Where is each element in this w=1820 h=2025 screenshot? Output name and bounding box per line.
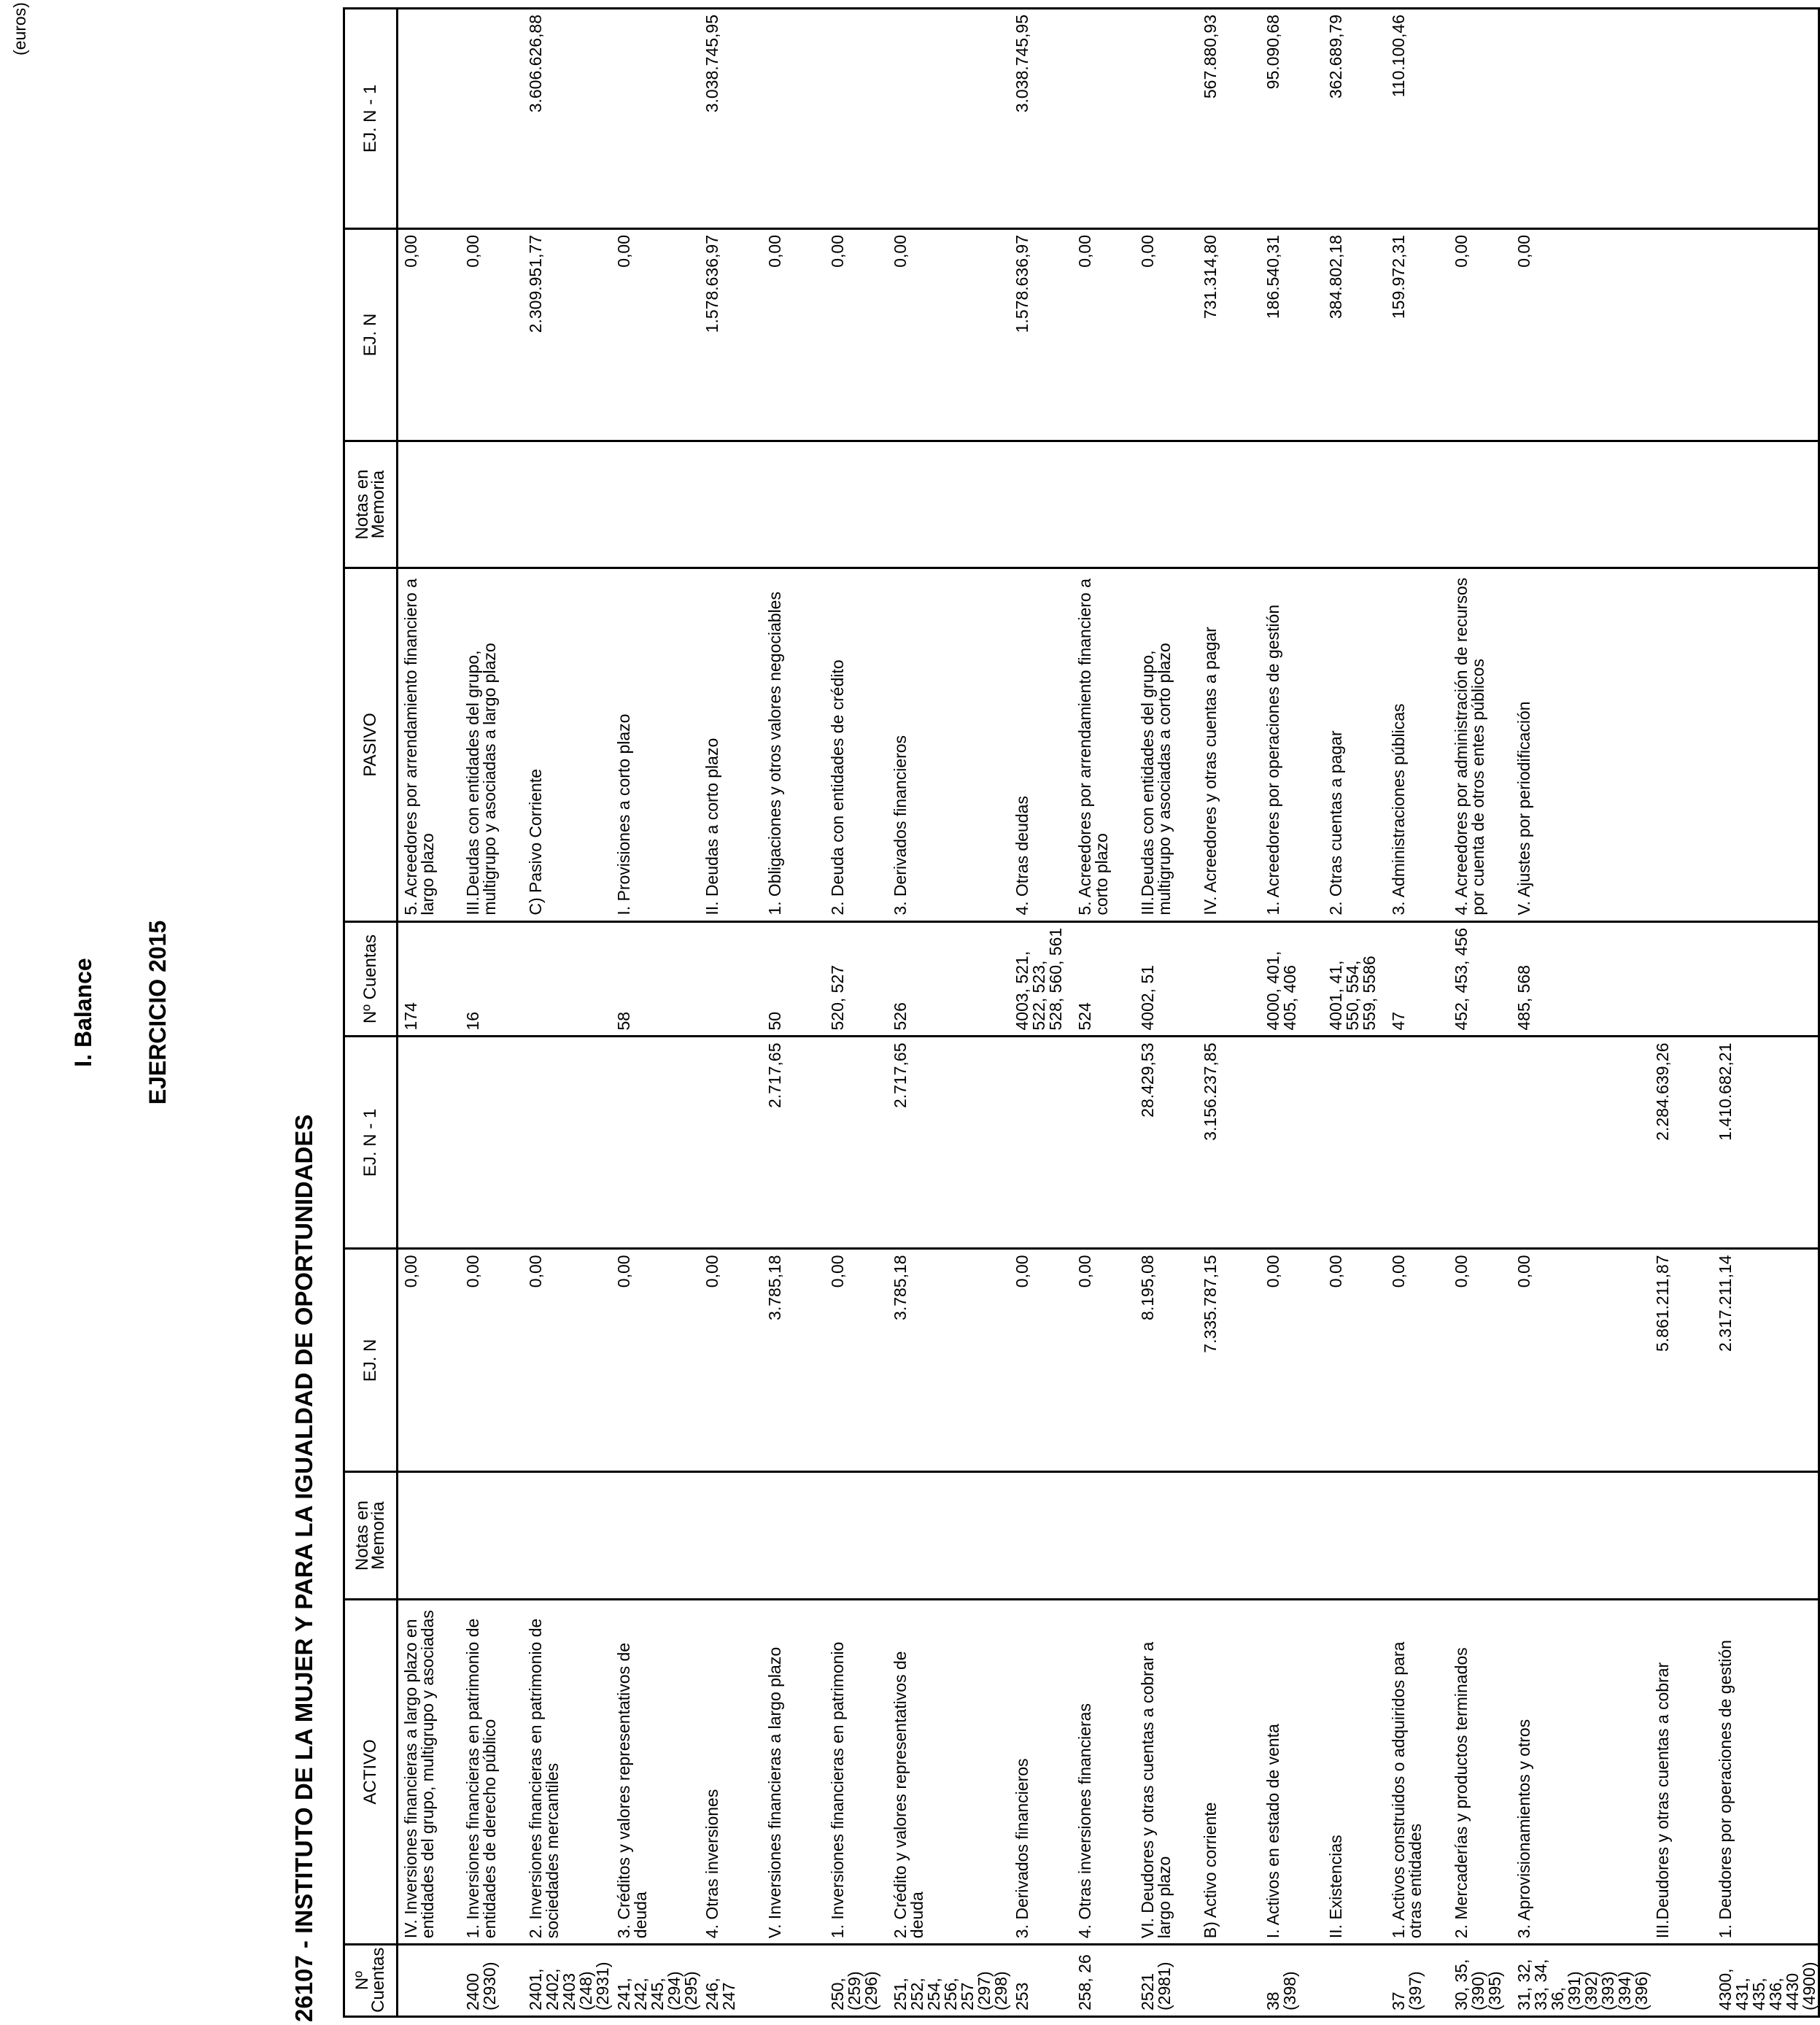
activo-concept-cell: 1. Inversiones financieras en patrimonio de entidades de derecho público	[460, 1599, 523, 1944]
pasivo-ej-n-cell: 159.972,31	[1386, 229, 1449, 441]
activo-cuentas-cell: 4300, 431, 435, 436, 4430 (4900)	[1713, 1945, 1819, 2017]
pasivo-ej-n1-cell: 3.606.626,88	[523, 9, 611, 229]
activo-cuentas-cell: 258, 26	[1072, 1945, 1135, 2017]
pasivo-notas-cell	[1135, 441, 1198, 568]
activo-concept-cell: VI. Deudores y otras cuentas a cobrar a largo plazo	[1135, 1599, 1198, 1944]
pasivo-ej-n-cell: 0,00	[1072, 229, 1135, 441]
pasivo-notas-cell	[523, 441, 611, 568]
pasivo-ej-n-cell: 0,00	[611, 229, 700, 441]
activo-concept-cell: 3. Aprovisionamientos y otros	[1511, 1599, 1650, 1944]
pasivo-cuentas-cell: 50	[762, 921, 825, 1037]
pasivo-cuentas-cell: 485, 568	[1511, 921, 1650, 1037]
activo-concept-cell: IV. Inversiones financieras a largo plazo en entidades del grupo, multigrupo y asociadas	[398, 1599, 460, 1944]
activo-concept-cell: 4. Otras inversiones	[700, 1599, 762, 1944]
pasivo-notas-cell	[762, 441, 825, 568]
pasivo-concept-cell	[1650, 568, 1713, 921]
table-row	[1449, 9, 1511, 2017]
activo-notas-cell	[1650, 1472, 1713, 1599]
activo-cuentas-cell: 246, 247	[700, 1945, 762, 2017]
activo-concept-cell: 1. Activos construidos o adquiridos para otras entidades	[1386, 1599, 1449, 1944]
activo-notas-cell	[1386, 1472, 1449, 1599]
pasivo-notas-cell	[1261, 441, 1323, 568]
activo-concept-cell: B) Activo corriente	[1198, 1599, 1261, 1944]
activo-notas-cell	[1713, 1472, 1819, 1599]
activo-notas-cell	[611, 1472, 700, 1599]
table-row	[523, 9, 611, 2017]
pasivo-concept-cell: III.Deudas con entidades del grupo, multigrupo y asociadas a largo plazo	[460, 568, 523, 921]
pasivo-concept-cell: IV. Acreedores y otras cuentas a pagar	[1198, 568, 1261, 921]
activo-notas-cell	[1135, 1472, 1198, 1599]
pasivo-cuentas-cell: 4000, 401, 405, 406	[1261, 921, 1323, 1037]
activo-concept-cell: 2. Crédito y valores representativos de deuda	[888, 1599, 1010, 1944]
activo-concept-cell: V. Inversiones financieras a largo plazo	[762, 1599, 825, 1944]
activo-notas-cell	[700, 1472, 762, 1599]
table-row	[1650, 9, 1713, 2017]
table-row	[1010, 9, 1072, 2017]
entity-title: 26107 - INSTITUTO DE LA MUJER Y PARA LA IGUALDAD DE OPORTUNIDADES	[290, 1114, 317, 2022]
pasivo-ej-n-cell: 0,00	[460, 229, 523, 441]
activo-notas-cell	[1010, 1472, 1072, 1599]
pasivo-ej-n1-cell	[611, 9, 700, 229]
activo-ej-n1-cell: 1.410.682,21	[1713, 1037, 1819, 1249]
pasivo-cuentas-cell: 4001, 41, 550, 554, 559, 5586	[1323, 921, 1386, 1037]
pasivo-ej-n-cell: 384.802,18	[1323, 229, 1386, 441]
header-pasivo-notas: Notas en Memoria	[344, 441, 398, 568]
pasivo-notas-cell	[1650, 441, 1713, 568]
activo-concept-cell: 2. Inversiones financieras en patrimonio de sociedades mercantiles	[523, 1599, 611, 1944]
pasivo-ej-n1-cell	[1511, 9, 1650, 229]
activo-ej-n1-cell	[1511, 1037, 1650, 1249]
pasivo-ej-n1-cell: 95.090,68	[1261, 9, 1323, 229]
pasivo-concept-cell: 4. Acreedores por administración de recursos por cuenta de otros entes públicos	[1449, 568, 1511, 921]
pasivo-ej-n-cell: 1.578.636,97	[700, 229, 762, 441]
activo-ej-n1-cell	[398, 1037, 460, 1249]
pasivo-concept-cell: 1. Acreedores por operaciones de gestión	[1261, 568, 1323, 921]
activo-ej-n-cell: 3.785,18	[762, 1249, 825, 1472]
activo-ej-n1-cell: 2.717,65	[762, 1037, 825, 1249]
activo-cuentas-cell: 251, 252, 254, 256, 257 (297) (298)	[888, 1945, 1010, 2017]
report-title: I. Balance	[70, 958, 96, 1067]
pasivo-cuentas-cell: 4003, 521, 522, 523, 528, 560, 561	[1010, 921, 1072, 1037]
pasivo-concept-cell: 3. Derivados financieros	[888, 568, 1010, 921]
activo-notas-cell	[825, 1472, 888, 1599]
pasivo-cuentas-cell: 452, 453, 456	[1449, 921, 1511, 1037]
table-row	[611, 9, 700, 2017]
activo-ej-n-cell: 0,00	[1323, 1249, 1386, 1472]
pasivo-ej-n1-cell	[1713, 9, 1819, 229]
activo-cuentas-cell: 31, 32, 33, 34, 36, (391) (392) (393) (394) (396)	[1511, 1945, 1650, 2017]
activo-ej-n-cell: 0,00	[700, 1249, 762, 1472]
table-row	[825, 9, 888, 2017]
activo-cuentas-cell: 2400 (2930)	[460, 1945, 523, 2017]
activo-ej-n-cell: 0,00	[1449, 1249, 1511, 1472]
pasivo-notas-cell	[1713, 441, 1819, 568]
table-row	[1713, 9, 1819, 2017]
table-row	[1511, 9, 1650, 2017]
pasivo-notas-cell	[1386, 441, 1449, 568]
pasivo-cuentas-cell: 174	[398, 921, 460, 1037]
activo-notas-cell	[1198, 1472, 1261, 1599]
pasivo-notas-cell	[825, 441, 888, 568]
pasivo-concept-cell: V. Ajustes por periodificación	[1511, 568, 1650, 921]
header-activo: ACTIVO	[344, 1599, 398, 1944]
activo-ej-n-cell: 2.317.211,14	[1713, 1249, 1819, 1472]
activo-concept-cell: III.Deudores y otras cuentas a cobrar	[1650, 1599, 1713, 1944]
pasivo-ej-n1-cell: 3.038.745,95	[1010, 9, 1072, 229]
activo-concept-cell: 3. Derivados financieros	[1010, 1599, 1072, 1944]
pasivo-notas-cell	[888, 441, 1010, 568]
pasivo-cuentas-cell: 58	[611, 921, 700, 1037]
pasivo-concept-cell: C) Pasivo Corriente	[523, 568, 611, 921]
activo-notas-cell	[398, 1472, 460, 1599]
table-row	[398, 9, 460, 2017]
header-pasivo: PASIVO	[344, 568, 398, 921]
activo-notas-cell	[460, 1472, 523, 1599]
pasivo-ej-n-cell: 0,00	[1511, 229, 1650, 441]
activo-cuentas-cell	[1650, 1945, 1713, 2017]
activo-concept-cell: I. Activos en estado de venta	[1261, 1599, 1323, 1944]
activo-ej-n1-cell	[1323, 1037, 1386, 1249]
activo-cuentas-cell: 2521 (2981)	[1135, 1945, 1198, 2017]
activo-ej-n-cell: 0,00	[1386, 1249, 1449, 1472]
activo-concept-cell: II. Existencias	[1323, 1599, 1386, 1944]
pasivo-notas-cell	[1449, 441, 1511, 568]
activo-notas-cell	[888, 1472, 1010, 1599]
activo-ej-n-cell: 7.335.787,15	[1198, 1249, 1261, 1472]
pasivo-cuentas-cell: 16	[460, 921, 523, 1037]
pasivo-ej-n1-cell	[398, 9, 460, 229]
activo-ej-n1-cell	[1449, 1037, 1511, 1249]
pasivo-concept-cell: 1. Obligaciones y otros valores negociables	[762, 568, 825, 921]
header-activo-notas: Notas en Memoria	[344, 1472, 398, 1599]
pasivo-ej-n-cell	[1650, 229, 1713, 441]
pasivo-ej-n1-cell	[888, 9, 1010, 229]
pasivo-notas-cell	[1198, 441, 1261, 568]
pasivo-ej-n-cell: 1.578.636,97	[1010, 229, 1072, 441]
pasivo-cuentas-cell	[1198, 921, 1261, 1037]
activo-ej-n1-cell	[700, 1037, 762, 1249]
activo-cuentas-cell	[1198, 1945, 1261, 2017]
activo-ej-n1-cell	[460, 1037, 523, 1249]
pasivo-ej-n-cell: 2.309.951,77	[523, 229, 611, 441]
activo-ej-n-cell: 0,00	[1072, 1249, 1135, 1472]
activo-cuentas-cell: 253	[1010, 1945, 1072, 2017]
pasivo-ej-n-cell: 731.314,80	[1198, 229, 1261, 441]
activo-ej-n1-cell: 2.284.639,26	[1650, 1037, 1713, 1249]
activo-cuentas-cell: 30, 35, (390) (395)	[1449, 1945, 1511, 2017]
activo-ej-n-cell: 0,00	[1511, 1249, 1650, 1472]
pasivo-ej-n-cell: 0,00	[762, 229, 825, 441]
pasivo-cuentas-cell: 526	[888, 921, 1010, 1037]
pasivo-concept-cell: III.Deudas con entidades del grupo, multigrupo y asociadas a corto plazo	[1135, 568, 1198, 921]
pasivo-notas-cell	[700, 441, 762, 568]
pasivo-notas-cell	[1323, 441, 1386, 568]
header-activo-cuentas: Nº Cuentas	[344, 1945, 398, 2017]
pasivo-ej-n1-cell	[1072, 9, 1135, 229]
table-row	[460, 9, 523, 2017]
pasivo-concept-cell: II. Deudas a corto plazo	[700, 568, 762, 921]
activo-ej-n1-cell	[1072, 1037, 1135, 1249]
header-activo-ej-n: EJ. N	[344, 1249, 398, 1472]
header-pasivo-ej-n: EJ. N	[344, 229, 398, 441]
activo-ej-n-cell: 5.861.211,87	[1650, 1249, 1713, 1472]
pasivo-concept-cell: 5. Acreedores por arrendamiento financiero a corto plazo	[1072, 568, 1135, 921]
pasivo-ej-n-cell: 0,00	[888, 229, 1010, 441]
activo-ej-n-cell: 0,00	[825, 1249, 888, 1472]
activo-ej-n1-cell	[825, 1037, 888, 1249]
activo-ej-n-cell: 8.195,08	[1135, 1249, 1198, 1472]
table-row	[1261, 9, 1323, 2017]
pasivo-concept-cell: 2. Otras cuentas a pagar	[1323, 568, 1386, 921]
pasivo-concept-cell: 2. Deuda con entidades de crédito	[825, 568, 888, 921]
pasivo-cuentas-cell	[1713, 921, 1819, 1037]
activo-ej-n-cell: 0,00	[523, 1249, 611, 1472]
pasivo-notas-cell	[398, 441, 460, 568]
activo-ej-n-cell: 0,00	[1010, 1249, 1072, 1472]
pasivo-ej-n1-cell: 110.100,46	[1386, 9, 1449, 229]
activo-cuentas-cell: 38 (398)	[1261, 1945, 1323, 2017]
activo-notas-cell	[1449, 1472, 1511, 1599]
pasivo-ej-n-cell: 186.540,31	[1261, 229, 1323, 441]
activo-cuentas-cell: 2401, 2402, 2403 (248) (2931)	[523, 1945, 611, 2017]
table-row	[1135, 9, 1198, 2017]
activo-ej-n1-cell	[1261, 1037, 1323, 1249]
pasivo-ej-n-cell: 0,00	[1135, 229, 1198, 441]
activo-ej-n-cell: 0,00	[1261, 1249, 1323, 1472]
pasivo-notas-cell	[1010, 441, 1072, 568]
pasivo-ej-n1-cell	[460, 9, 523, 229]
activo-cuentas-cell	[398, 1945, 460, 2017]
activo-notas-cell	[1261, 1472, 1323, 1599]
activo-concept-cell: 1. Inversiones financieras en patrimonio	[825, 1599, 888, 1944]
pasivo-ej-n1-cell: 362.689,79	[1323, 9, 1386, 229]
activo-ej-n-cell: 0,00	[460, 1249, 523, 1472]
activo-concept-cell: 4. Otras inversiones financieras	[1072, 1599, 1135, 1944]
activo-concept-cell: 2. Mercaderías y productos terminados	[1449, 1599, 1511, 1944]
pasivo-concept-cell	[1713, 568, 1819, 921]
pasivo-ej-n1-cell	[825, 9, 888, 229]
pasivo-notas-cell	[611, 441, 700, 568]
pasivo-concept-cell: 4. Otras deudas	[1010, 568, 1072, 921]
header-activo-ej-n1: EJ. N - 1	[344, 1037, 398, 1249]
activo-cuentas-cell	[1323, 1945, 1386, 2017]
activo-notas-cell	[523, 1472, 611, 1599]
table-row	[888, 9, 1010, 2017]
activo-ej-n-cell: 0,00	[398, 1249, 460, 1472]
activo-ej-n1-cell: 2.717,65	[888, 1037, 1010, 1249]
table-row	[1386, 9, 1449, 2017]
pasivo-cuentas-cell: 47	[1386, 921, 1449, 1037]
table-row	[762, 9, 825, 2017]
pasivo-ej-n1-cell	[762, 9, 825, 229]
units-label: (euros)	[10, 2, 29, 55]
activo-ej-n1-cell: 28.429,53	[1135, 1037, 1198, 1249]
pasivo-cuentas-cell: 520, 527	[825, 921, 888, 1037]
pasivo-ej-n-cell: 0,00	[398, 229, 460, 441]
table-row	[1323, 9, 1386, 2017]
pasivo-ej-n1-cell	[1449, 9, 1511, 229]
table-row	[1198, 9, 1261, 2017]
activo-concept-cell: 3. Créditos y valores representativos de deuda	[611, 1599, 700, 1944]
activo-notas-cell	[762, 1472, 825, 1599]
activo-ej-n-cell: 0,00	[611, 1249, 700, 1472]
activo-ej-n1-cell	[1386, 1037, 1449, 1249]
exercise-title: EJERCICIO 2015	[144, 920, 171, 1105]
activo-cuentas-cell	[762, 1945, 825, 2017]
balance-table-body	[398, 9, 1819, 2017]
table-row	[1072, 9, 1135, 2017]
pasivo-ej-n-cell: 0,00	[825, 229, 888, 441]
balance-table	[343, 7, 1820, 2018]
header-pasivo-ej-n1: EJ. N - 1	[344, 9, 398, 229]
pasivo-ej-n1-cell	[1650, 9, 1713, 229]
activo-ej-n1-cell	[1010, 1037, 1072, 1249]
pasivo-ej-n1-cell: 3.038.745,95	[700, 9, 762, 229]
pasivo-notas-cell	[1072, 441, 1135, 568]
pasivo-ej-n-cell: 0,00	[1449, 229, 1511, 441]
activo-ej-n1-cell: 3.156.237,85	[1198, 1037, 1261, 1249]
pasivo-concept-cell: 3. Administraciones públicas	[1386, 568, 1449, 921]
table-row	[700, 9, 762, 2017]
activo-notas-cell	[1511, 1472, 1650, 1599]
pasivo-cuentas-cell	[1650, 921, 1713, 1037]
pasivo-notas-cell	[1511, 441, 1650, 568]
pasivo-cuentas-cell: 524	[1072, 921, 1135, 1037]
activo-notas-cell	[1323, 1472, 1386, 1599]
pasivo-concept-cell: 5. Acreedores por arrendamiento financiero a largo plazo	[398, 568, 460, 921]
activo-ej-n-cell: 3.785,18	[888, 1249, 1010, 1472]
pasivo-ej-n1-cell	[1135, 9, 1198, 229]
pasivo-concept-cell: I. Provisiones a corto plazo	[611, 568, 700, 921]
pasivo-cuentas-cell	[700, 921, 762, 1037]
pasivo-ej-n-cell	[1713, 229, 1819, 441]
activo-ej-n1-cell	[523, 1037, 611, 1249]
pasivo-notas-cell	[460, 441, 523, 568]
activo-concept-cell: 1. Deudores por operaciones de gestión	[1713, 1599, 1819, 1944]
pasivo-ej-n1-cell: 567.880,93	[1198, 9, 1261, 229]
activo-cuentas-cell: 37 (397)	[1386, 1945, 1449, 2017]
activo-cuentas-cell: 241, 242, 245, (294) (295)	[611, 1945, 700, 2017]
pasivo-cuentas-cell: 4002, 51	[1135, 921, 1198, 1037]
activo-cuentas-cell: 250, (259) (296)	[825, 1945, 888, 2017]
header-pasivo-cuentas: Nº Cuentas	[344, 921, 398, 1037]
pasivo-cuentas-cell	[523, 921, 611, 1037]
activo-ej-n1-cell	[611, 1037, 700, 1249]
activo-notas-cell	[1072, 1472, 1135, 1599]
